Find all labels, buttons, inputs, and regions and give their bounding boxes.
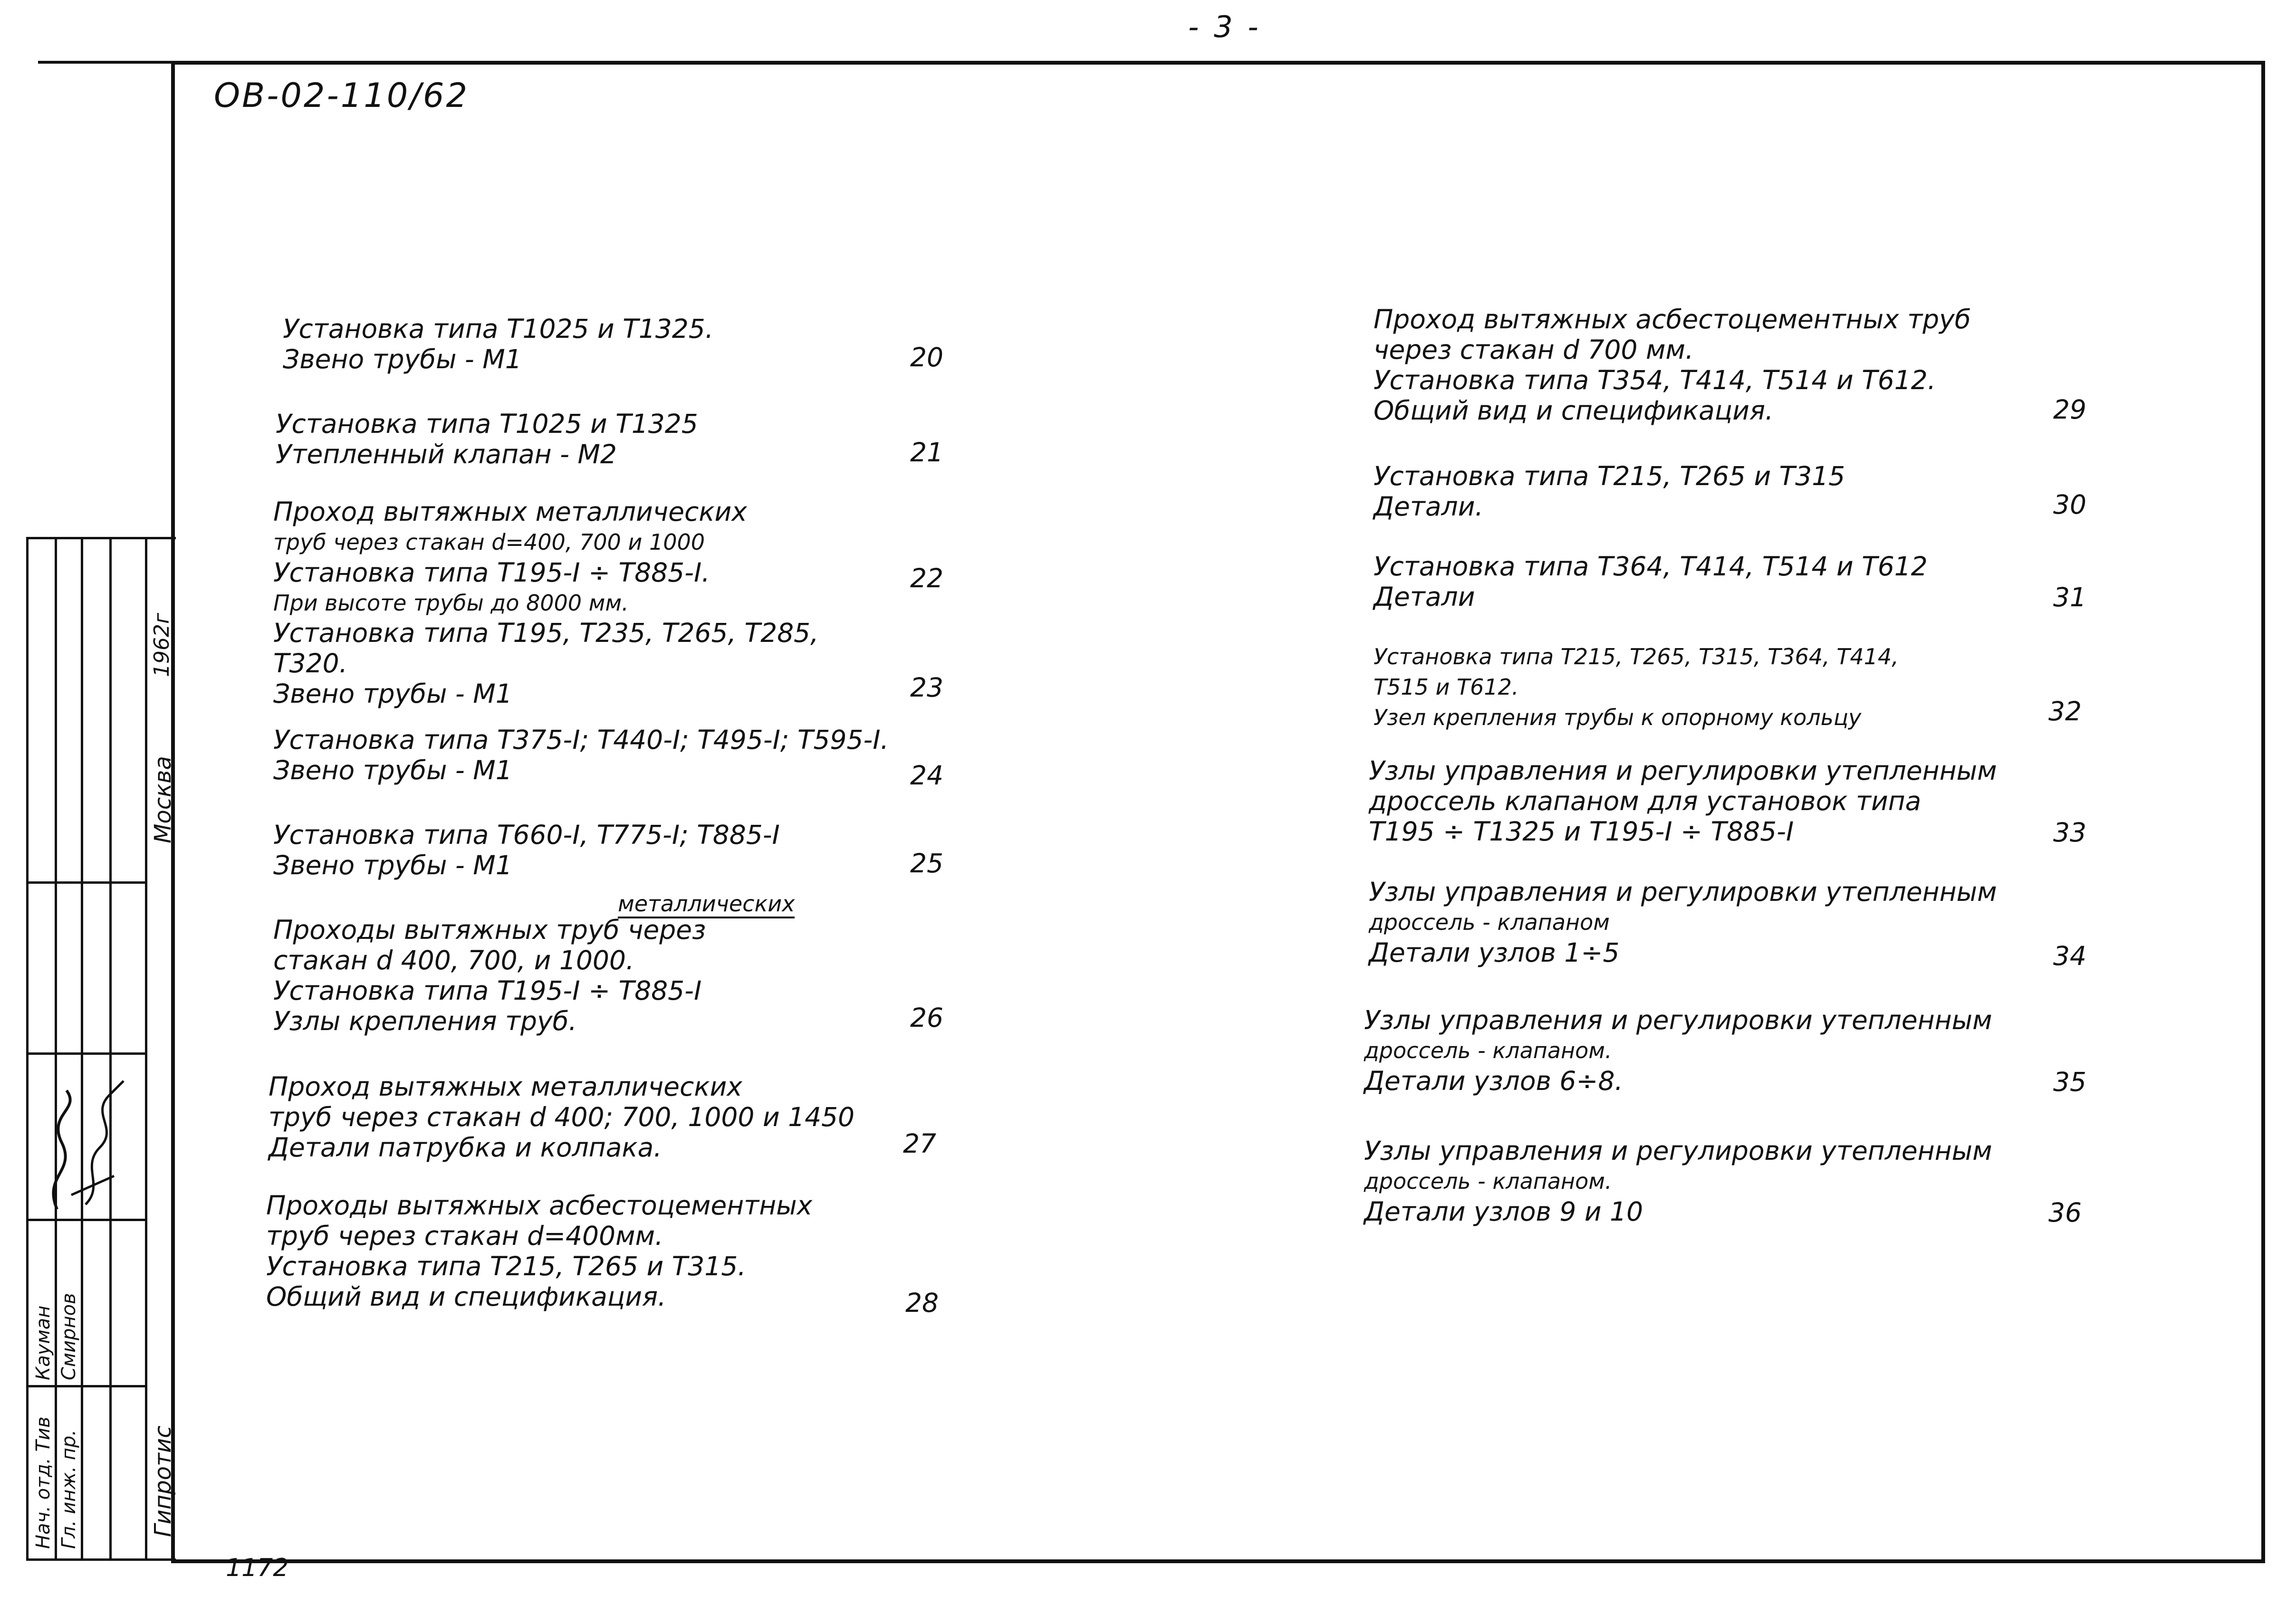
- contents-entry-31: [1374, 551, 1928, 612]
- stamp-divider: [29, 881, 145, 884]
- contents-entry-32: [1374, 641, 1899, 733]
- entry-page-number: 26: [910, 1003, 943, 1033]
- entry-line: Детали.: [1374, 491, 1483, 522]
- entry-line: Т320.: [273, 648, 348, 678]
- contents-entry-26: [273, 915, 706, 1036]
- entry-page-number: 24: [910, 760, 943, 791]
- entry-page-number: 21: [910, 437, 943, 468]
- entry-line: Узлы управления и регулировки утепленным: [1364, 1136, 1992, 1166]
- stamp-divider: [55, 539, 57, 1558]
- entry-line: труб через стакан d=400мм.: [266, 1221, 663, 1251]
- contents-entry-25: [273, 820, 780, 880]
- entry-line: Узлы крепления труб.: [273, 1006, 577, 1036]
- entry-line: Звено трубы - М1: [273, 850, 512, 880]
- entry-line: стакан d 400, 700, и 1000.: [273, 945, 634, 975]
- stamp-organization: Гипротис: [150, 1425, 176, 1537]
- entry-line: Проходы вытяжных труб через: [273, 915, 706, 945]
- inserted-word-note: металлических: [618, 891, 795, 918]
- entry-line: Установка типа Т195-I ÷ Т885-I: [273, 975, 702, 1006]
- signature-image: [38, 1052, 133, 1223]
- entry-line: Установка типа Т375-I; Т440-I; Т495-I; Т595-I.: [273, 725, 889, 755]
- entry-line: Звено трубы - М1: [273, 678, 512, 709]
- title-block-stamp: [26, 537, 176, 1561]
- entry-line: дроссель - клапаном: [1369, 909, 1610, 935]
- entry-line: Общий вид и спецификация.: [266, 1281, 666, 1312]
- entry-line: Детали: [1374, 582, 1475, 612]
- contents-entry-36: [1364, 1136, 1992, 1227]
- entry-line: дроссель - клапаном.: [1364, 1168, 1612, 1194]
- entry-page-number: 33: [2053, 817, 2086, 848]
- entry-line: Проходы вытяжных асбестоцементных: [266, 1190, 813, 1221]
- entry-line: Проход вытяжных металлических: [273, 497, 747, 527]
- stamp-year: 1962г: [150, 612, 174, 677]
- entry-line: Установка типа Т1025 и Т1325.: [283, 314, 714, 344]
- entry-line: труб через стакан d=400, 700 и 1000: [273, 529, 705, 555]
- contents-entry-29: [1374, 304, 1971, 426]
- contents-entry-23: [273, 618, 819, 709]
- entry-page-number: 31: [2053, 582, 2086, 612]
- entry-line: дроссель клапаном для установок типа: [1369, 786, 1921, 816]
- stamp-role-2: Гл. инж. пр.: [58, 1429, 80, 1549]
- entry-line: Установка типа Т215, Т265, Т315, Т364, Т414,: [1374, 644, 1899, 669]
- entry-line: Установка типа Т215, Т265 и Т315: [1374, 461, 1845, 491]
- sheet-footer-number: 1172: [226, 1554, 289, 1582]
- entry-line: Установка типа Т354, Т414, Т514 и Т612.: [1374, 365, 1936, 395]
- stamp-divider: [29, 1385, 145, 1387]
- contents-entry-27: [269, 1071, 855, 1163]
- entry-line: Установка типа Т660-I, Т775-I; Т885-I: [273, 820, 780, 850]
- entry-line: Установка типа Т215, Т265 и Т315.: [266, 1251, 746, 1281]
- contents-entry-24: [273, 725, 889, 785]
- entry-page-number: 27: [903, 1128, 936, 1159]
- entry-line: Установка типа Т1025 и Т1325: [276, 409, 698, 439]
- entry-page-number: 36: [2048, 1197, 2082, 1228]
- entry-line: Детали патрубка и колпака.: [269, 1132, 662, 1163]
- entry-line: Установка типа Т364, Т414, Т514 и Т612: [1374, 551, 1928, 582]
- entry-page-number: 20: [910, 342, 943, 373]
- entry-line: Проход вытяжных металлических: [269, 1071, 742, 1102]
- entry-line: Узлы управления и регулировки утепленным: [1369, 755, 1997, 786]
- entry-line: дроссель - клапаном.: [1364, 1038, 1612, 1063]
- entry-line: Установка типа Т195, Т235, Т265, Т285,: [273, 618, 819, 648]
- entry-page-number: 32: [2048, 696, 2082, 726]
- stamp-divider: [145, 539, 147, 1558]
- entry-page-number: 30: [2053, 489, 2086, 520]
- contents-entry-33: [1369, 755, 1997, 847]
- entry-line: Детали узлов 1÷5: [1369, 937, 1620, 968]
- contents-entry-30: [1374, 461, 1845, 522]
- entry-line: Детали узлов 9 и 10: [1364, 1196, 1643, 1227]
- entry-line: через стакан d 700 мм.: [1374, 334, 1694, 365]
- stamp-divider: [109, 539, 112, 1558]
- stamp-role-1: Нач. отд. Тив: [32, 1416, 54, 1549]
- document-code: ОВ-02-110/62: [214, 76, 469, 115]
- contents-entry-28: [266, 1190, 812, 1312]
- stamp-city: Москва: [150, 756, 176, 843]
- page-number: - 3 -: [1188, 10, 1261, 44]
- entry-line: Т515 и Т612.: [1374, 674, 1519, 700]
- contents-entry-22: [273, 497, 747, 618]
- stamp-name-2: Смирнов: [58, 1293, 80, 1380]
- stamp-divider: [81, 539, 83, 1558]
- entry-line: Утепленный клапан - М2: [276, 439, 617, 469]
- entry-page-number: 22: [910, 563, 943, 593]
- entry-page-number: 35: [2053, 1067, 2086, 1097]
- entry-line: Узел крепления трубы к опорному кольцу: [1374, 705, 1862, 730]
- entry-line: Звено трубы - М1: [283, 344, 522, 374]
- entry-line: Детали узлов 6÷8.: [1364, 1066, 1623, 1096]
- contents-entry-21: [276, 409, 698, 469]
- contents-entry-20: [283, 314, 713, 374]
- entry-line: При высоте трубы до 8000 мм.: [273, 590, 629, 616]
- entry-page-number: 25: [910, 848, 943, 879]
- entry-line: Т195 ÷ Т1325 и Т195-I ÷ Т885-I: [1369, 816, 1794, 847]
- entry-page-number: 23: [910, 672, 943, 703]
- entry-line: Узлы управления и регулировки утепленным: [1364, 1005, 1992, 1035]
- contents-entry-35: [1364, 1005, 1992, 1096]
- entry-page-number: 29: [2053, 394, 2086, 425]
- entry-line: Установка типа Т195-I ÷ Т885-I.: [273, 557, 710, 588]
- frame-top-line: [38, 61, 176, 64]
- contents-entry-34: [1369, 877, 1997, 968]
- entry-line: Узлы управления и регулировки утепленным: [1369, 877, 1997, 907]
- entry-page-number: 28: [905, 1288, 939, 1318]
- entry-line: труб через стакан d 400; 700, 1000 и 1450: [269, 1102, 855, 1132]
- entry-line: Звено трубы - М1: [273, 755, 512, 785]
- entry-page-number: 34: [2053, 941, 2086, 971]
- entry-line: Проход вытяжных асбестоцементных труб: [1374, 304, 1971, 334]
- stamp-name-1: Кауман: [32, 1305, 54, 1380]
- entry-line: Общий вид и спецификация.: [1374, 395, 1774, 426]
